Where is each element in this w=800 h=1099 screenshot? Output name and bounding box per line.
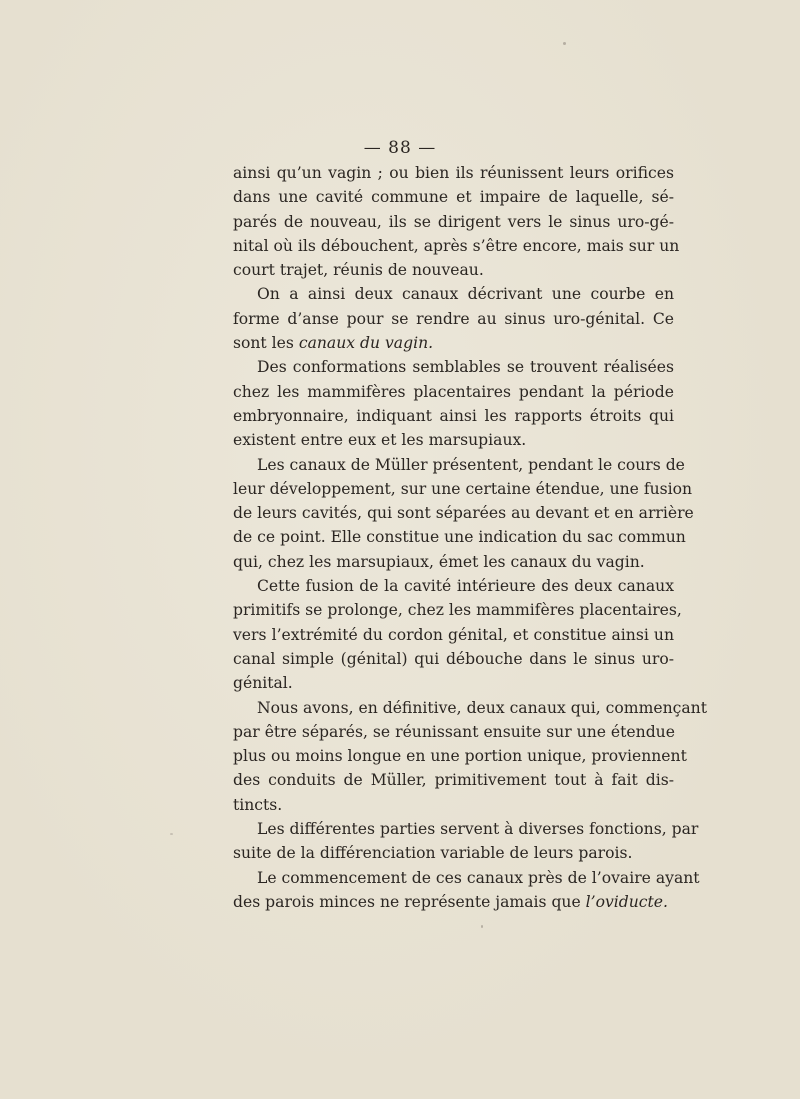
page-number: — 88 — bbox=[363, 138, 437, 158]
text-line: forme d’anse pour se rendre au sinus uro-génital. Ce bbox=[233, 309, 674, 328]
text-line: primitifs se prolonge, chez les mammifères placentaires, bbox=[233, 601, 682, 620]
text-line: parés de nouveau, ils se dirigent vers le sinus uro-gé- bbox=[233, 212, 674, 231]
text-line: Nous avons, en définitive, deux canaux qui, commençant bbox=[257, 698, 707, 717]
italic-text: l’oviducte. bbox=[585, 892, 668, 911]
text-line: leur développement, sur une certaine étendue, une fusion bbox=[233, 479, 693, 498]
text-line: Les canaux de Müller présentent, pendant le cours de bbox=[257, 455, 685, 474]
text-line: dans une cavité commune et impaire de laquelle, sé- bbox=[233, 188, 674, 207]
text-line bbox=[233, 331, 674, 355]
text-line: suite de la différenciation variable de leurs parois. bbox=[233, 844, 633, 863]
text-line: chez les mammifères placentaires pendant la période bbox=[233, 382, 674, 401]
text-line: qui, chez les marsupiaux, émet les canaux du vagin. bbox=[233, 552, 645, 571]
paper-speck bbox=[563, 42, 566, 45]
paper-speck bbox=[481, 925, 483, 928]
text-line: ainsi qu’un vagin ; ou bien ils réunissent leurs orifices bbox=[233, 164, 674, 182]
text-line: par être séparés, se réunissant ensuite sur une étendue bbox=[233, 722, 675, 741]
text-line: embryonnaire, indiquant ainsi les rapports étroits qui bbox=[233, 406, 674, 425]
text-line: existent entre eux et les marsupiaux. bbox=[233, 431, 527, 450]
text-segment: sont les bbox=[233, 334, 299, 353]
text-line: Les différentes parties servent à diverses fonctions, par bbox=[257, 820, 699, 839]
text-segment: des parois minces ne représente jamais que bbox=[233, 892, 586, 911]
text-line: vers l’extrémité du cordon génital, et constitue ainsi un bbox=[233, 625, 674, 644]
text-line: court trajet, réunis de nouveau. bbox=[233, 261, 484, 280]
text-line: Le commencement de ces canaux près de l’ovaire ayant bbox=[257, 868, 700, 887]
body-text bbox=[233, 161, 707, 914]
italic-text: canaux du vagin. bbox=[298, 334, 434, 353]
text-line: On a ainsi deux canaux décrivant une courbe en bbox=[257, 285, 674, 304]
text-line: de leurs cavités, qui sont séparées au devant et en arrière bbox=[233, 504, 694, 523]
text-line: de ce point. Elle constitue une indication du sac commun bbox=[233, 528, 686, 547]
text-line: canal simple (génital) qui débouche dans le sinus uro- bbox=[233, 649, 674, 668]
text-line: génital. bbox=[233, 674, 293, 693]
text-line: des conduits de Müller, primitivement tout à fait dis- bbox=[233, 771, 674, 790]
text-line: nital où ils débouchent, après s’être encore, mais sur un bbox=[233, 236, 680, 255]
text-line bbox=[233, 890, 674, 914]
text-line: plus ou moins longue en une portion unique, proviennent bbox=[233, 747, 687, 766]
paper-speck bbox=[170, 833, 173, 835]
text-line: Des conformations semblables se trouvent réalisées bbox=[257, 358, 674, 377]
text-line: tincts. bbox=[233, 795, 283, 814]
text-line: Cette fusion de la cavité intérieure des deux canaux bbox=[257, 577, 674, 596]
paper-speck bbox=[622, 582, 624, 584]
